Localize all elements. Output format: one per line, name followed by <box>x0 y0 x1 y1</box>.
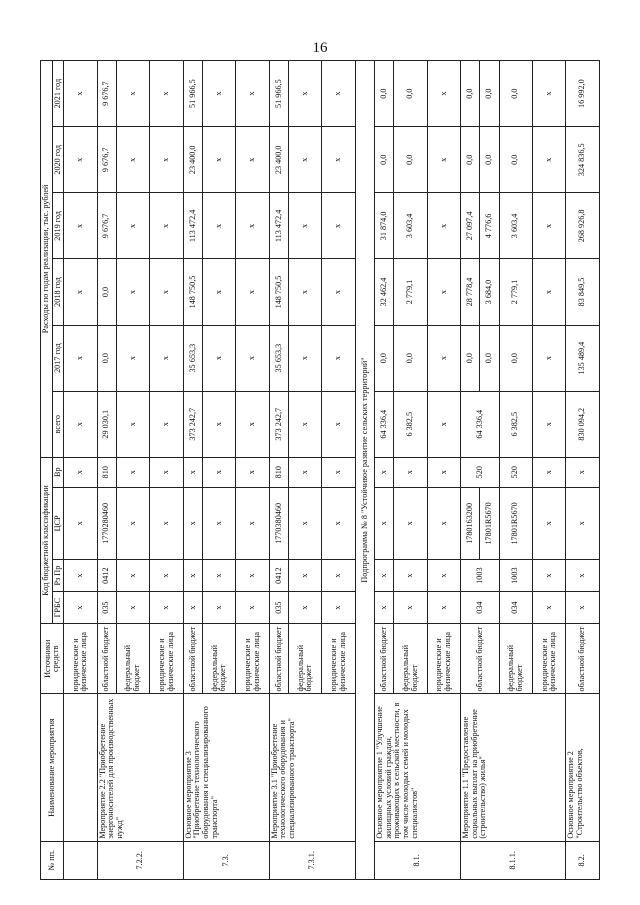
subprogram-title: Подпрограмма № 8 "Устойчивое развитие сельских территорий" <box>355 61 374 880</box>
cell-csr: 1780163200 <box>461 487 480 560</box>
header-year: 2018 год <box>52 259 64 325</box>
cell-rzpr: х <box>150 560 183 592</box>
cell-2019: 31 874,0 <box>375 193 394 259</box>
cell-no: 7.2.2. <box>97 841 183 879</box>
cell-source: областной бюджет <box>183 624 202 694</box>
cell-2019: 4 776,6 <box>480 193 499 259</box>
cell-grbs: х <box>394 592 427 624</box>
cell-csr: х <box>64 487 97 560</box>
rotated-table-container <box>40 60 600 880</box>
cell-grbs: х <box>236 592 269 624</box>
cell-no: 7.3.1. <box>269 841 355 879</box>
cell-2020: х <box>202 127 235 193</box>
cell-2018: х <box>116 259 149 325</box>
cell-2017: 0,0 <box>394 325 427 391</box>
cell-2021: х <box>64 61 97 127</box>
cell-2021: 0,0 <box>394 61 427 127</box>
cell-2021: х <box>427 61 460 127</box>
cell-csr: х <box>116 487 149 560</box>
cell-2018: х <box>533 259 566 325</box>
cell-2019: 113 472,4 <box>183 193 202 259</box>
cell-2017: х <box>427 325 460 391</box>
page-number: 16 <box>312 40 328 56</box>
cell-total: х <box>64 391 97 457</box>
cell-total: х <box>322 391 355 457</box>
cell-total: х <box>289 391 322 457</box>
cell-grbs: х <box>183 592 202 624</box>
cell-name: Мероприятие 3.1 "Приобретение технологического оборудования и специализированного транспорта" <box>269 694 355 841</box>
cell-grbs: х <box>64 592 97 624</box>
header-rzpr: Рз Пр <box>52 560 64 592</box>
cell-csr: х <box>566 487 600 560</box>
table-row <box>183 61 202 880</box>
cell-total: 64 336,4 <box>375 391 394 457</box>
cell-2021: 0,0 <box>375 61 394 127</box>
cell-2017: 35 653,3 <box>269 325 288 391</box>
cell-2019: х <box>236 193 269 259</box>
cell-total: х <box>236 391 269 457</box>
cell-grbs: х <box>116 592 149 624</box>
cell-grbs: х <box>150 592 183 624</box>
cell-csr: 1770380460 <box>269 487 288 560</box>
cell-2017: х <box>289 325 322 391</box>
header-total: всего <box>52 391 64 457</box>
cell-vr: 520 <box>499 457 532 487</box>
cell-grbs: х <box>322 592 355 624</box>
cell-grbs: 034 <box>499 592 532 624</box>
cell-2020: 0,0 <box>480 127 499 193</box>
cell-2019: 113 472,4 <box>269 193 288 259</box>
cell-2021: 0,0 <box>499 61 532 127</box>
cell-grbs: х <box>427 592 460 624</box>
cell-2017: 0,0 <box>375 325 394 391</box>
header-year: 2017 год <box>52 325 64 391</box>
cell-vr: х <box>150 457 183 487</box>
cell-source: федеральный бюджет <box>499 624 532 694</box>
cell-2021: 9 676,7 <box>97 61 116 127</box>
header-expenses: Расходы по годам реализации, тыс. рублей <box>41 61 53 458</box>
cell-vr: х <box>64 457 97 487</box>
cell-csr: х <box>289 487 322 560</box>
cell-vr: х <box>202 457 235 487</box>
table-row <box>64 61 97 880</box>
cell-total: 373 242,7 <box>269 391 288 457</box>
cell-2019: х <box>322 193 355 259</box>
cell-2018: х <box>322 259 355 325</box>
header-csr: ЦСР <box>52 487 64 560</box>
budget-table <box>40 60 600 880</box>
cell-vr: х <box>183 457 202 487</box>
cell-2017: х <box>64 325 97 391</box>
cell-csr: х <box>427 487 460 560</box>
cell-no: 7.3. <box>183 841 269 879</box>
cell-rzpr: х <box>566 560 600 592</box>
cell-2017: х <box>322 325 355 391</box>
header-year: 2019 год <box>52 193 64 259</box>
cell-rzpr: х <box>533 560 566 592</box>
cell-2018: х <box>289 259 322 325</box>
cell-2021: 0,0 <box>480 61 499 127</box>
cell-rzpr: х <box>64 560 97 592</box>
cell-grbs: х <box>202 592 235 624</box>
table-row <box>375 61 394 880</box>
cell-2021: х <box>289 61 322 127</box>
cell-2018: 28 778,4 <box>461 259 480 325</box>
cell-2021: 51 966,5 <box>183 61 202 127</box>
cell-2020: х <box>236 127 269 193</box>
cell-name: Основное мероприятие 3 "Приобретение технологического оборудования и специализированного транспорта" <box>183 694 269 841</box>
header-source: Источники средств <box>41 624 64 694</box>
cell-2020: 0,0 <box>375 127 394 193</box>
cell-2017: 135 489,4 <box>566 325 600 391</box>
cell-2019: х <box>533 193 566 259</box>
cell-csr: 17801R5670 <box>499 487 532 560</box>
cell-2018: 0,0 <box>97 259 116 325</box>
cell-csr: х <box>375 487 394 560</box>
cell-2020: х <box>533 127 566 193</box>
cell-2018: 83 849,5 <box>566 259 600 325</box>
cell-2021: х <box>533 61 566 127</box>
cell-2017: х <box>202 325 235 391</box>
table-row <box>269 61 288 880</box>
header-vr: Вр <box>52 457 64 487</box>
cell-rzpr: 0412 <box>269 560 288 592</box>
cell-source: федеральный бюджет <box>394 624 427 694</box>
table-row <box>355 61 374 880</box>
cell-csr: х <box>183 487 202 560</box>
cell-rzpr: х <box>289 560 322 592</box>
cell-2020: х <box>64 127 97 193</box>
cell-2018: 3 684,0 <box>480 259 499 325</box>
cell-2019: х <box>64 193 97 259</box>
cell-no <box>64 841 97 879</box>
cell-2021: 0,0 <box>461 61 480 127</box>
cell-source: юридические и физические лица <box>322 624 355 694</box>
cell-name: Основное мероприятие 1 "Улучшение жилищных условий граждан, проживающих в сельской местности, в том числе молодых семей и молодых специалистов" <box>375 694 461 841</box>
cell-vr: х <box>289 457 322 487</box>
cell-grbs: 034 <box>461 592 499 624</box>
cell-2021: 51 966,5 <box>269 61 288 127</box>
header-no: № пп. <box>41 841 64 879</box>
cell-2017: 0,0 <box>499 325 532 391</box>
cell-total: х <box>202 391 235 457</box>
cell-vr: х <box>427 457 460 487</box>
cell-name: Мероприятие 1.1 "Предоставление социальных выплат на приобретение (строительство) жилья" <box>461 694 566 841</box>
cell-total: 373 242,7 <box>183 391 202 457</box>
cell-csr: х <box>236 487 269 560</box>
cell-2021: х <box>202 61 235 127</box>
cell-vr: х <box>375 457 394 487</box>
cell-2017: 35 653,3 <box>183 325 202 391</box>
cell-vr: 810 <box>97 457 116 487</box>
cell-2019: 27 097,4 <box>461 193 480 259</box>
cell-vr: х <box>533 457 566 487</box>
cell-2018: 148 750,5 <box>269 259 288 325</box>
cell-2020: 0,0 <box>461 127 480 193</box>
cell-total: х <box>533 391 566 457</box>
cell-rzpr: 1003 <box>461 560 499 592</box>
cell-2018: х <box>427 259 460 325</box>
cell-no: 8.2. <box>566 841 600 879</box>
cell-vr: х <box>566 457 600 487</box>
cell-2019: х <box>202 193 235 259</box>
table-row <box>566 61 600 880</box>
cell-vr: 810 <box>269 457 288 487</box>
cell-csr: 1770280460 <box>97 487 116 560</box>
cell-2020: 9 676,7 <box>97 127 116 193</box>
cell-rzpr: х <box>202 560 235 592</box>
cell-2019: х <box>150 193 183 259</box>
cell-2019: 3 603,4 <box>394 193 427 259</box>
cell-csr: 17801R5670 <box>480 487 499 560</box>
cell-2021: х <box>116 61 149 127</box>
cell-total: 6 382,5 <box>499 391 532 457</box>
cell-csr: х <box>533 487 566 560</box>
cell-2019: х <box>427 193 460 259</box>
header-year: 2021 год <box>52 61 64 127</box>
header-budget-code: Код бюджетной классификации <box>41 457 53 623</box>
cell-no: 8.1. <box>375 841 461 879</box>
cell-2020: 23 400,0 <box>183 127 202 193</box>
cell-2020: х <box>116 127 149 193</box>
cell-csr: х <box>322 487 355 560</box>
cell-2019: х <box>289 193 322 259</box>
cell-source: федеральный бюджет <box>289 624 322 694</box>
cell-grbs: 035 <box>269 592 288 624</box>
cell-2020: х <box>289 127 322 193</box>
cell-2017: х <box>236 325 269 391</box>
cell-source: областной бюджет <box>566 624 600 694</box>
cell-csr: х <box>150 487 183 560</box>
cell-2018: 32 462,4 <box>375 259 394 325</box>
cell-2021: х <box>150 61 183 127</box>
cell-rzpr: х <box>236 560 269 592</box>
cell-2017: х <box>533 325 566 391</box>
cell-source: федеральный бюджет <box>116 624 149 694</box>
cell-2020: х <box>427 127 460 193</box>
cell-rzpr: 0412 <box>97 560 116 592</box>
cell-rzpr: х <box>375 560 394 592</box>
cell-source: юридические и физические лица <box>533 624 566 694</box>
cell-no: 8.1.1. <box>461 841 566 879</box>
cell-rzpr: х <box>427 560 460 592</box>
cell-2018: х <box>202 259 235 325</box>
cell-2018: 148 750,5 <box>183 259 202 325</box>
cell-source: областной бюджет <box>269 624 288 694</box>
cell-2017: 0,0 <box>480 325 499 391</box>
cell-grbs: х <box>566 592 600 624</box>
cell-2017: 0,0 <box>97 325 116 391</box>
cell-vr: х <box>236 457 269 487</box>
cell-2019: 9 676,7 <box>97 193 116 259</box>
cell-grbs: х <box>289 592 322 624</box>
cell-source: областной бюджет <box>375 624 394 694</box>
cell-csr: х <box>202 487 235 560</box>
cell-rzpr: х <box>394 560 427 592</box>
cell-csr: х <box>394 487 427 560</box>
cell-2018: х <box>150 259 183 325</box>
cell-2020: 0,0 <box>499 127 532 193</box>
cell-source: областной бюджет <box>97 624 116 694</box>
cell-vr: х <box>394 457 427 487</box>
cell-rzpr: 1003 <box>499 560 532 592</box>
cell-2019: 268 926,8 <box>566 193 600 259</box>
cell-grbs: 035 <box>97 592 116 624</box>
cell-2020: х <box>150 127 183 193</box>
cell-source: юридические и физические лица <box>236 624 269 694</box>
cell-2018: 2 779,1 <box>499 259 532 325</box>
cell-2020: х <box>322 127 355 193</box>
cell-source: юридические и физические лица <box>150 624 183 694</box>
cell-2020: 0,0 <box>394 127 427 193</box>
cell-source: юридические и физические лица <box>427 624 460 694</box>
cell-total: 64 336,4 <box>461 391 499 457</box>
cell-source: юридические и физические лица <box>64 624 97 694</box>
cell-rzpr: х <box>183 560 202 592</box>
header-year: 2020 год <box>52 127 64 193</box>
cell-total: х <box>427 391 460 457</box>
cell-source: областной бюджет <box>461 624 499 694</box>
cell-vr: 520 <box>461 457 499 487</box>
cell-name <box>64 694 97 841</box>
cell-2019: х <box>116 193 149 259</box>
cell-name: Мероприятие 2.2 "Приобретение энергоносителей для производственных нужд" <box>97 694 183 841</box>
cell-2021: х <box>322 61 355 127</box>
cell-grbs: х <box>375 592 394 624</box>
cell-2018: 2 779,1 <box>394 259 427 325</box>
cell-total: 29 030,1 <box>97 391 116 457</box>
cell-total: 6 382,5 <box>394 391 427 457</box>
cell-rzpr: х <box>322 560 355 592</box>
cell-2020: 23 400,0 <box>269 127 288 193</box>
cell-total: 830 094,2 <box>566 391 600 457</box>
cell-2018: х <box>236 259 269 325</box>
cell-2018: х <box>64 259 97 325</box>
cell-source: федеральный бюджет <box>202 624 235 694</box>
cell-rzpr: х <box>116 560 149 592</box>
cell-vr: х <box>322 457 355 487</box>
cell-grbs: х <box>533 592 566 624</box>
cell-vr: х <box>116 457 149 487</box>
cell-name: Основное мероприятие 2 "Строительство объектов, <box>566 694 600 841</box>
cell-total: х <box>150 391 183 457</box>
table-row <box>461 61 480 880</box>
header-grbs: ГРБС <box>52 592 64 624</box>
header-name: Наименование мероприятия <box>41 694 64 841</box>
table-row <box>97 61 116 880</box>
cell-2019: 3 603,4 <box>499 193 532 259</box>
cell-2017: 0,0 <box>461 325 480 391</box>
cell-2021: х <box>236 61 269 127</box>
cell-2017: х <box>116 325 149 391</box>
cell-2021: 16 992,0 <box>566 61 600 127</box>
cell-2020: 324 836,5 <box>566 127 600 193</box>
cell-total: х <box>116 391 149 457</box>
cell-2017: х <box>150 325 183 391</box>
